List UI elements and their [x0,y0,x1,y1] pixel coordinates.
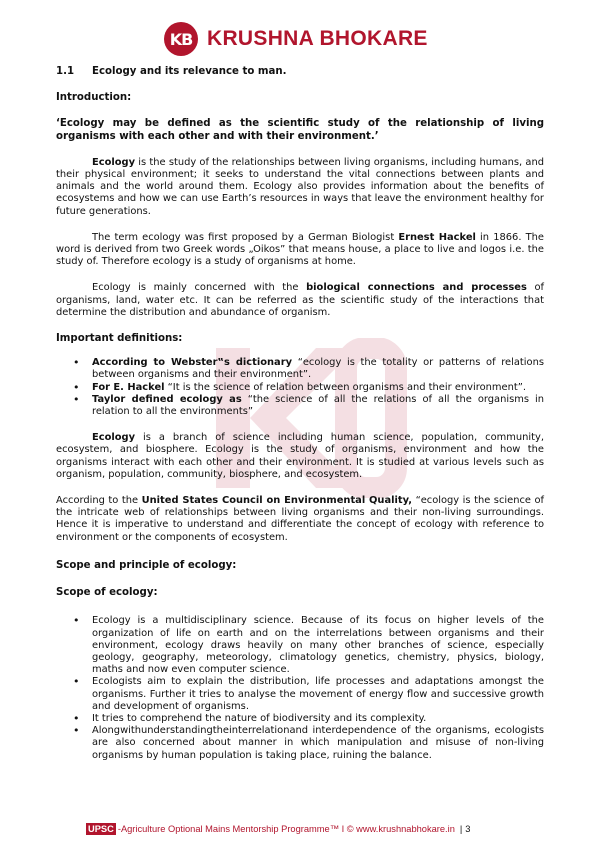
scope-heading: Scope of ecology: [56,587,158,599]
section-heading [56,66,544,78]
introduction-heading: Introduction: [56,92,132,104]
footer-text: -Agriculture Optional Mains Mentorship Programme™ I © www.krushnabhokare.in [117,824,455,834]
footer-brand: UPSC [88,824,114,834]
list-item: • Ecologists aim to explain the distribution, life processes and adaptations amongst the organisms. Further it tries to analyse the movement of energy flow and successive growth and development of organisms. [56,676,544,713]
list-item: • It tries to comprehend the nature of biodiversity and its complexity. [56,713,544,725]
paragraph-us-council [56,495,544,544]
para4-text: is a branch of science including human science, population, community, ecosystem, and biosphere. Ecology is the study of organisms, environment and how the organisms interact with each other and their environment. It is studied at various levels such as organism, population, community, biosphere, and ecosystem. [56,432,544,480]
para4-lead: Ecology [92,432,136,444]
paragraph-ecology-study [56,157,544,218]
scope-principle-heading: Scope and principle of ecology: [56,559,237,571]
paragraph-branch-of-science [56,432,544,481]
list-item [56,382,544,394]
brand-name: KRUSHNA BHOKARE [207,27,428,50]
definition-text: “It is the science of relation between organisms and their environment”. [164,381,526,393]
para3-bold: biological connections and processes [306,282,527,294]
footer-separator: | [459,824,463,834]
para5-bold: United States Council on Environmental Quality, [141,495,413,507]
list-item: • Ecology is a multidisciplinary science. Because of its focus on higher levels of the organization of life on earth and on the interrelations between organisms and their environment, ecology draws heavily on many other branches of science, especially geology, geography, meteorology, climatology genetics, chemistry, physics, biology, maths and now even computer science. [56,615,544,676]
paragraph-biological-connections [56,282,544,319]
para5-text-after: “ecology is the science of the intricate web of relationships between living organisms and their non-living surroundings. Hence it is imperative to understand and differentiate the concept of ecology with reference to environment or the components of ecosystem. [56,495,545,543]
definitions-heading: Important definitions: [56,333,183,345]
section-number: 1.1 [56,66,75,77]
definition-source: According to Webster‟s dictionary [92,357,293,369]
list-item: • Alongwithunderstandingtheinterrelationand interdependence of the organisms, ecologists are also concerned about manner in which manipulation and misuse of non-living organisms by human population is taking place, ruining the balance. [56,725,544,762]
definition-source: For E. Hackel [92,381,165,393]
para2-text-after: in 1866. The word is derived from two Greek words „Oikos” that means house, a place to live and logos i.e. the study of. Therefore ecology is a study of organisms at home. [56,231,544,268]
para3-text-after: of organisms, land, water etc. It can be referred as the scientific study of the interactions that determine the distribution and abundance of organism. [56,282,544,318]
definitions-list [56,357,544,418]
list-item [56,394,544,418]
para1-lead: Ecology [92,156,136,168]
section-title: Ecology and its relevance to man. [92,66,287,77]
para2-bold: Ernest Hackel [398,231,476,243]
paragraph-term-origin [56,232,544,269]
brand-logo [164,22,428,56]
definition-text: “ecology is the totality or patterns of relations between organisms and their environment”. [92,357,544,381]
definition-source: Taylor defined ecology as [92,393,242,405]
para2-text-before: The term ecology was first proposed by a German Biologist [92,231,399,243]
list-item [56,357,544,381]
scope-list [56,615,544,761]
document-body [56,66,544,762]
definition-quote: ‘Ecology may be defined as the scientific study of the relationship of living organisms with each other and with their environment.’ [56,118,544,142]
definition-text: “the science of all the relations of all the organisms in relation to all the environments” [92,393,545,418]
para3-text-before: Ecology is mainly concerned with the [92,282,307,294]
page-footer [86,822,470,836]
para1-text: is the study of the relationships between living organisms, including humans, and their physical environment; it seeks to understand the vital connections between plants and animals and the world around them. Ecology also provides information about the benefits of ecosystems and how we can use Earth’s resources in ways that leave the environment healthy for future generations. [56,156,544,217]
para5-text-before: According to the [56,495,142,507]
logo-mark: KB [164,22,198,56]
page-number: 3 [465,824,471,834]
